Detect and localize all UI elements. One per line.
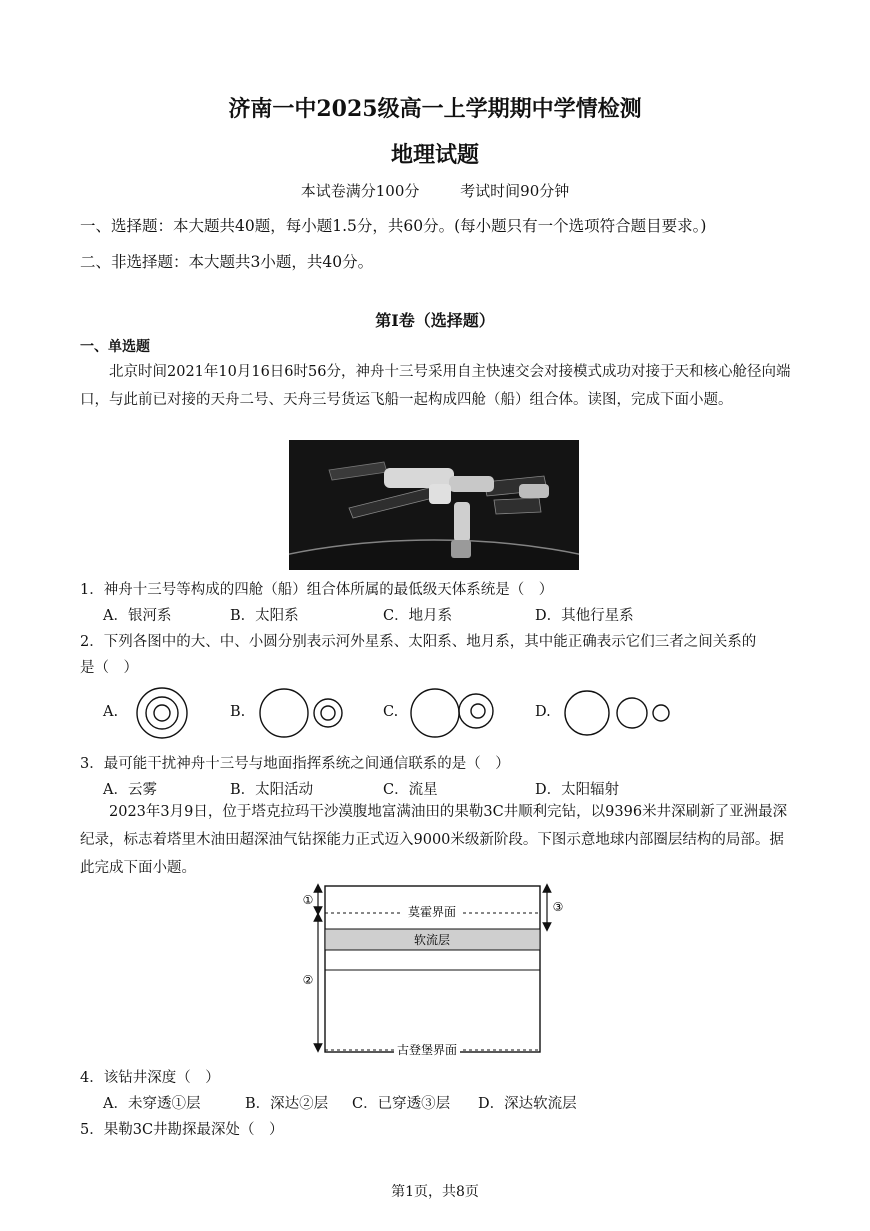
q1-option-b[interactable]: B．太阳系 [230, 608, 299, 624]
moho-label: 莫霍界面 [407, 905, 457, 919]
instruction-1: 一、选择题：本大题共40题，每小题1.5分，共60分。(每小题只有一个选项符合题目要求。) [80, 217, 707, 235]
q2-diagram-b [260, 689, 342, 737]
q2-diagram-a [137, 688, 187, 738]
q4-option-b[interactable]: B．深达②层 [245, 1096, 329, 1112]
q3-option-c[interactable]: C．流星 [383, 782, 438, 798]
exam-subtitle: 地理试题 [390, 142, 479, 168]
question-3-stem: 3．最可能干扰神舟十三号与地面指挥系统之间通信联系的是（ ） [80, 756, 510, 772]
time-info: 考试时间90分钟 [460, 182, 570, 200]
q3-option-d[interactable]: D．太阳辐射 [535, 782, 620, 798]
exam-meta [0, 180, 870, 201]
space-station-photo [289, 440, 579, 570]
passage-1: 北京时间2021年10月16日6时56分，神舟十三号采用自主快速交会对接模式成功对接于天和核心舱径向端口，与此前已对接的天舟二号、天舟三号货运飞船一起构成四舱（船）组合体。读图，完成下面小题。 [80, 364, 791, 408]
question-2-stem-line2: 是（ ） [80, 660, 138, 676]
q2-circle-diagrams [0, 680, 870, 750]
q2-option-a-label[interactable]: A. [103, 704, 119, 720]
layer-3-label: ③ [552, 900, 564, 914]
section-title: 第Ⅰ卷（选择题） [375, 311, 495, 330]
layer-2-label: ② [302, 973, 314, 987]
q2-diagram-c [411, 689, 493, 737]
q3-option-b[interactable]: B．太阳活动 [230, 782, 314, 798]
question-4-stem: 4．该钻井深度（ ） [80, 1070, 220, 1086]
score-info: 本试卷满分100分 [300, 182, 420, 200]
passage-2: 2023年3月9日，位于塔克拉玛干沙漠腹地富满油田的果勒3C井顺利完钻，以9396米井深刷新了亚洲最深纪录，标志着塔里木油田超深油气钻探能力正式迈入9000米级新阶段。下图示意地球内部圈层结构的局部。据此完成下面小题。 [80, 804, 788, 876]
q1-option-a[interactable]: A．银河系 [103, 608, 172, 624]
q4-option-d[interactable]: D．深达软流层 [478, 1096, 577, 1112]
q2-option-b-label[interactable]: B. [230, 704, 246, 720]
gutenberg-label: 古登堡界面 [396, 1043, 458, 1057]
question-5-stem: 5．果勒3C井勘探最深处（ ） [80, 1122, 284, 1138]
earth-layers-diagram [290, 880, 580, 1065]
exam-title: 济南一中2025级高一上学期期中学情检测 [228, 96, 642, 122]
question-1-stem: 1．神舟十三号等构成的四舱（船）组合体所属的最低级天体系统是（ ） [80, 582, 554, 598]
q4-option-a[interactable]: A．未穿透①层 [103, 1096, 201, 1112]
question-2-stem-line1: 2．下列各图中的大、中、小圆分别表示河外星系、太阳系、地月系，其中能正确表示它们三者之间关系的 [80, 634, 757, 650]
page-number: 第1页，共8页 [391, 1184, 479, 1200]
q2-option-d-label[interactable]: D. [535, 704, 551, 720]
layer-1-label: ① [302, 893, 314, 907]
instruction-2: 二、非选择题：本大题共3小题，共40分。 [80, 253, 374, 271]
q1-option-d[interactable]: D．其他行星系 [535, 608, 634, 624]
q3-option-a[interactable]: A．云雾 [103, 782, 157, 798]
q1-option-c[interactable]: C．地月系 [383, 608, 453, 624]
q2-option-c-label[interactable]: C. [383, 704, 399, 720]
subsection-title: 一、单选题 [80, 339, 150, 355]
asthenosphere-label: 软流层 [413, 933, 451, 947]
q4-option-c[interactable]: C．已穿透③层 [352, 1096, 451, 1112]
q2-diagram-d [565, 691, 669, 735]
